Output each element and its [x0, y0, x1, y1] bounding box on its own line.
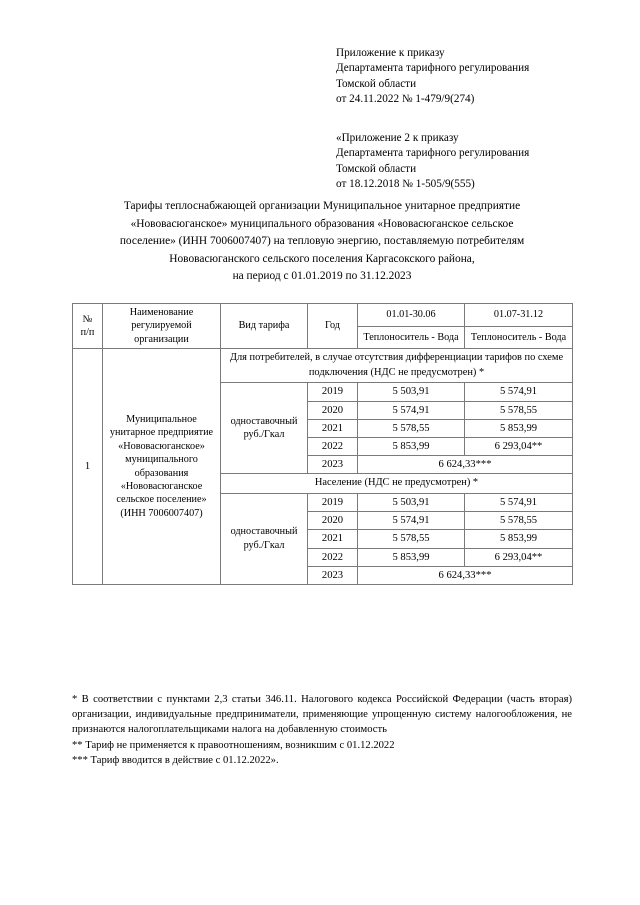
- title-line-3: поселение» (ИНН 7006007407) на тепловую энергию, поставляемую потребителям: [119, 235, 525, 248]
- appendix-quoted-line-1: «Приложение 2 к приказу: [336, 132, 459, 144]
- section-heading-population: Население (НДС не предусмотрен) *: [221, 474, 573, 494]
- column-header-year: Год: [308, 304, 358, 349]
- cell-tariff-kind-consumers: одноставочный руб./Гкал: [221, 383, 308, 474]
- cell-value-merged: 6 624,33***: [358, 456, 573, 474]
- footnote-triple-asterisk: *** Тариф вводится в действие с 01.12.2022».: [72, 754, 279, 766]
- cell-tariff-kind-population: одноставочный руб./Гкал: [221, 494, 308, 585]
- cell-year: 2022: [308, 548, 358, 566]
- cell-value-period-2: 5 853,99: [465, 419, 573, 437]
- cell-value-merged: 6 624,33***: [358, 566, 573, 584]
- cell-value-period-2: 5 853,99: [465, 530, 573, 548]
- appendix-quoted-line-2: Департамента тарифного регулирования: [336, 147, 530, 160]
- column-header-period-2: 01.07-31.12: [465, 304, 573, 327]
- column-header-organization: Наименование регулируемой организации: [103, 304, 221, 349]
- column-header-tariff-kind: Вид тарифа: [221, 304, 308, 349]
- cell-year: 2022: [308, 438, 358, 456]
- document-title: [72, 198, 572, 286]
- column-header-number-line2: п/п: [80, 327, 95, 339]
- appendix-current-line-2: Департамента тарифного регулирования: [336, 62, 530, 75]
- footnote-single-asterisk: * В соответствии с пунктами 2,3 статьи 346.11. Налогового кодекса Российской Федерации (часть вторая) организации, индивидуальные предприниматели, применяющие упрощенную систему налогообложения, не признаются налогоплательщиками налога на добавленную стоимость: [72, 694, 572, 736]
- cell-year: 2021: [308, 419, 358, 437]
- appendix-quoted-line-3: Томской области: [336, 162, 417, 175]
- cell-value-period-1: 5 578,55: [358, 419, 465, 437]
- cell-organization-name: Муниципальное унитарное предприятие «Нововасюганское» муниципального образования «Нововасюганское сельское поселение» (ИНН 7006007407): [103, 349, 221, 585]
- cell-value-period-2: 6 293,04**: [465, 438, 573, 456]
- cell-value-period-1: 5 853,99: [358, 548, 465, 566]
- tariff-table: [72, 303, 573, 585]
- column-header-number-line1: №: [82, 313, 93, 325]
- cell-year: 2020: [308, 512, 358, 530]
- appendix-current-line-4: от 24.11.2022 № 1-479/9(274): [336, 93, 475, 106]
- cell-value-period-1: 5 578,55: [358, 530, 465, 548]
- title-line-1: Тарифы теплоснабжающей организации Муниципальное унитарное предприятие: [123, 200, 521, 212]
- cell-year: 2021: [308, 530, 358, 548]
- cell-value-period-2: 5 578,55: [465, 512, 573, 530]
- table-body: [73, 349, 573, 585]
- cell-value-period-2: 6 293,04**: [465, 548, 573, 566]
- title-line-4: Нововасюганского сельского поселения Каргасокского района,: [169, 252, 475, 265]
- column-header-period-1: 01.01-30.06: [358, 304, 465, 327]
- title-line-2: «Нововасюганское» муниципального образования «Нововасюганское сельское: [130, 217, 514, 230]
- appendix-reference-current: [336, 46, 626, 108]
- appendix-reference-quoted: [336, 131, 626, 193]
- cell-row-number: 1: [73, 349, 103, 585]
- cell-value-period-1: 5 574,91: [358, 512, 465, 530]
- column-header-carrier-2: Теплоноситель - Вода: [465, 326, 573, 349]
- cell-year: 2023: [308, 566, 358, 584]
- table-header-row: [73, 304, 573, 327]
- column-header-carrier-1: Теплоноситель - Вода: [358, 326, 465, 349]
- cell-value-period-1: 5 503,91: [358, 494, 465, 512]
- cell-value-period-2: 5 574,91: [465, 383, 573, 401]
- cell-year: 2019: [308, 494, 358, 512]
- appendix-current-line-3: Томской области: [336, 77, 417, 90]
- section-heading-consumers: Для потребителей, в случае отсутствия дифференциации тарифов по схеме подключения (НДС не предусмотрен) *: [221, 349, 573, 383]
- footnote-double-asterisk: ** Тариф не применяется к правоотношениям, возникшим с 01.12.2022: [72, 739, 395, 751]
- footnotes-block: [72, 692, 572, 768]
- cell-value-period-1: 5 503,91: [358, 383, 465, 401]
- cell-value-period-2: 5 574,91: [465, 494, 573, 512]
- appendix-quoted-line-4: от 18.12.2018 № 1-505/9(555): [336, 178, 475, 191]
- cell-value-period-1: 5 574,91: [358, 401, 465, 419]
- table-header: [73, 304, 573, 349]
- title-line-5: на период с 01.01.2019 по 31.12.2023: [232, 270, 412, 283]
- cell-value-period-1: 5 853,99: [358, 438, 465, 456]
- table-row: [73, 349, 573, 383]
- cell-year: 2019: [308, 383, 358, 401]
- cell-value-period-2: 5 578,55: [465, 401, 573, 419]
- column-header-number: [73, 304, 103, 349]
- cell-year: 2023: [308, 456, 358, 474]
- cell-year: 2020: [308, 401, 358, 419]
- appendix-current-line-1: Приложение к приказу: [336, 47, 445, 59]
